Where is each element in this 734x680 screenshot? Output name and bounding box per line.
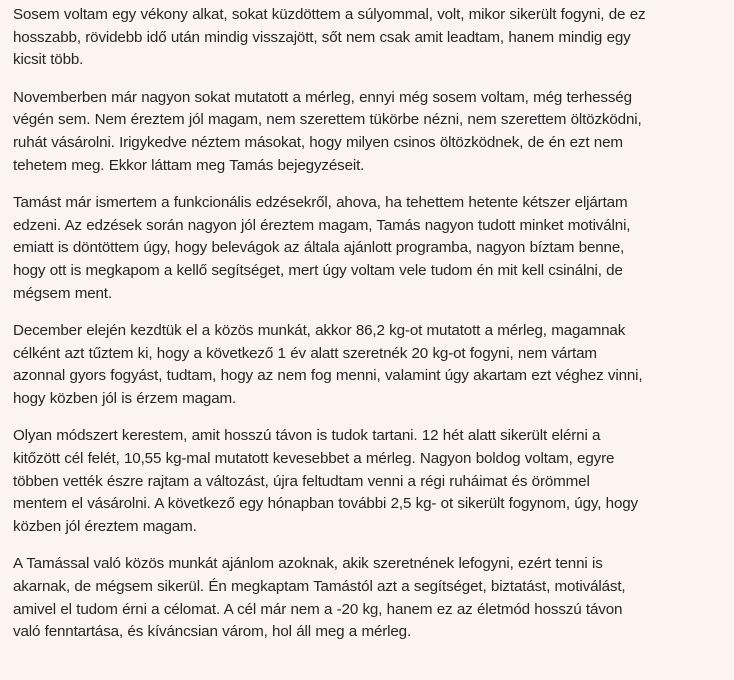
paragraph-intro: [13, 4, 725, 72]
text-line: hogy ott is megkapom a kellő segítséget, mert úgy voltam vele tudom én mit kell csinálni, de: [13, 262, 623, 280]
text-line: akarnak, de mégsem sikerül. Én megkaptam Tamástól azt a segítséget, biztatást, motiválást,: [13, 577, 626, 595]
paragraph-november: [13, 87, 725, 178]
paragraph-recommendation: [13, 553, 725, 644]
text-line: azonnal gyors fogyást, tudtam, hogy az nem fog menni, valamint úgy akartam ezt véghez vinni,: [13, 367, 643, 385]
text-line: December elején kezdtük el a közös munkát, akkor 86,2 kg-ot mutatott a mérleg, magamnak: [13, 321, 626, 339]
text-line: végén sem. Nem éreztem jól magam, nem szerettem tükörbe nézni, nem szerettem öltözködni,: [13, 111, 642, 129]
text-line: Tamást már ismertem a funkcionális edzésekről, ahova, ha tehettem hetente kétszer eljártam: [13, 193, 628, 211]
text-line: ruhát vásárolni. Irigykedve néztem másokat, hogy milyen csinos öltözködnek, de én ezt nem: [13, 134, 623, 152]
text-line: Sosem voltam egy vékony alkat, sokat küzdöttem a súlyommal, volt, mikor sikerült fogyni, de ez: [13, 6, 646, 23]
text-line: emiatt is döntöttem úgy, hogy belevágok az általa ajánlott programba, nagyon bíztam benne,: [13, 239, 625, 257]
text-line: Novemberben már nagyon sokat mutatott a mérleg, ennyi még sosem voltam, még terhesség: [13, 88, 632, 106]
text-line: kitőzött cél felét, 10,55 kg-mal mutatott kevesebbet a mérleg. Nagyon boldog voltam, egyre: [13, 449, 615, 467]
text-line: amivel el tudom érni a célomat. A cél már nem a -20 kg, hanem ez az életmód hosszú távon: [13, 600, 623, 618]
text-line: hogy közben jól is érzem magam.: [13, 390, 237, 408]
text-line: célként azt tűztem ki, hogy a következő 1 év alatt szeretnék 20 kg-ot fogyni, nem vártam: [13, 344, 597, 362]
text-line: hosszabb, rövidebb idő után mindig visszajött, sőt nem csak amit leadtam, hanem mindig egy: [13, 28, 631, 46]
text-line: mentem el vásárolni. A következő egy hónapban további 2,5 kg- ot sikerült fogynom, úgy, hogy: [13, 495, 638, 513]
paragraph-december: [13, 320, 725, 411]
text-line: tehetem meg. Ekkor láttam meg Tamás bejegyzéseit.: [13, 156, 365, 174]
text-line: való fenntartása, és kíváncsian várom, hol áll meg a mérleg.: [13, 623, 412, 641]
text-line: többen vették észre rajtam a változást, újra feltudtam venni a régi ruháimat és örömmel: [13, 472, 590, 490]
text-line: edzeni. Az edzések során nagyon jól éreztem magam, Tamás nagyon tudott minket motiválni,: [13, 216, 631, 234]
text-line: mégsem ment.: [13, 284, 112, 302]
text-line: Olyan módszert kerestem, amit hosszú távon is tudok tartani. 12 hét alatt sikerült elérni a: [13, 427, 601, 445]
text-line: A Tamással való közös munkát ajánlom azoknak, akik szeretnének lefogyni, ezért tenni is: [13, 555, 603, 573]
text-line: közben jól éreztem magam.: [13, 518, 197, 536]
text-line: kicsit több.: [13, 51, 84, 69]
paragraph-progress: [13, 425, 725, 539]
paragraph-trainer: [13, 192, 725, 306]
